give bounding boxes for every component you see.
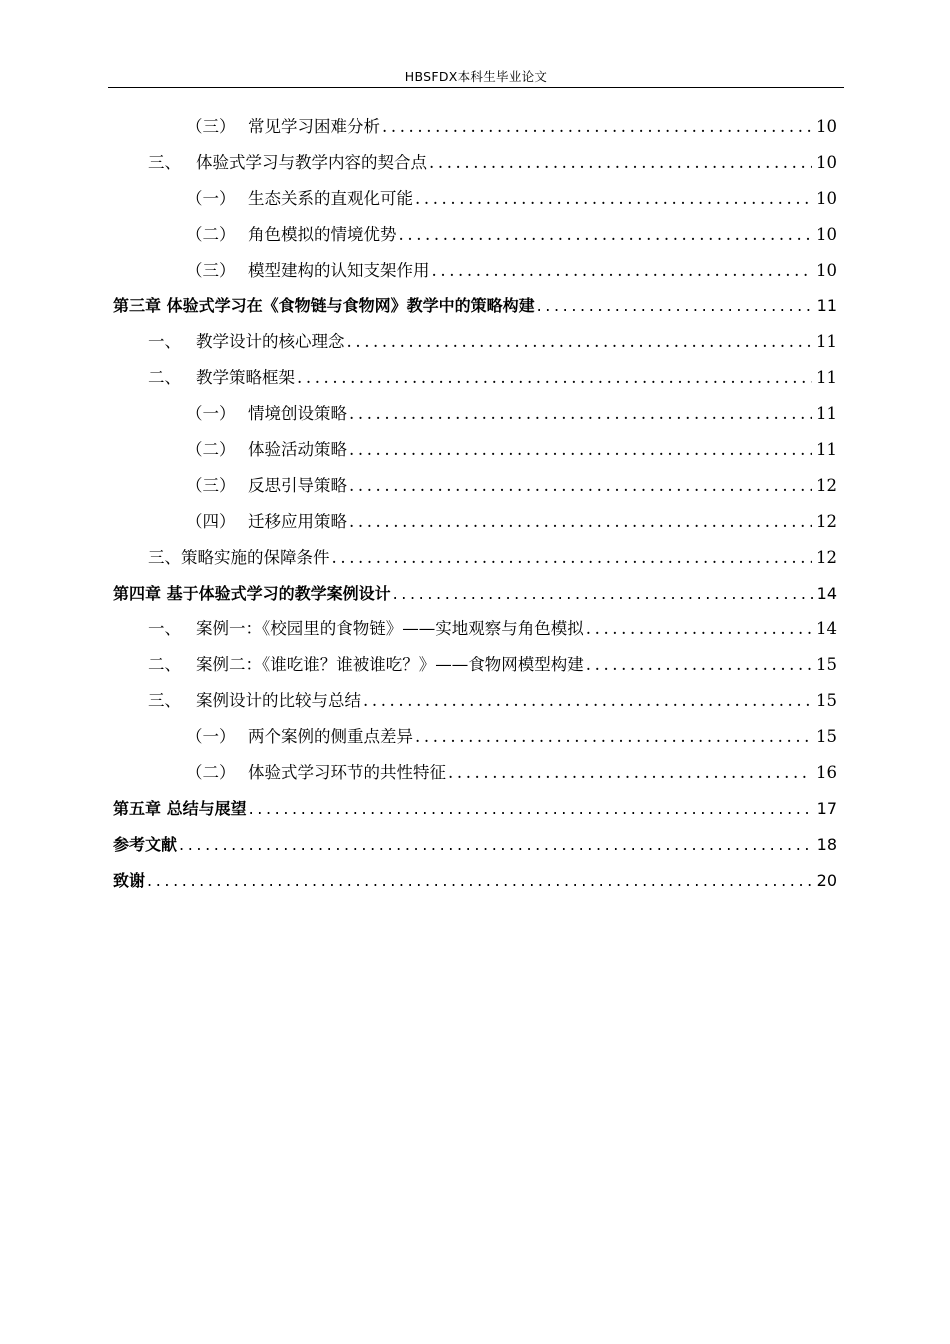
- toc-entry-text: 案例设计的比较与总结: [196, 691, 361, 711]
- toc-entry-title: [186, 396, 347, 432]
- toc-page-number: 10: [816, 117, 837, 136]
- toc-entry-text: 常见学习困难分析: [248, 117, 380, 136]
- toc-entry-text: 角色模拟的情境优势: [248, 224, 397, 244]
- dot-leader: [537, 288, 813, 324]
- toc-entry[interactable]: [0, 827, 950, 863]
- toc-entry-text: 第四章 基于体验式学习的教学案例设计: [113, 583, 391, 603]
- toc-entry-title: [113, 863, 145, 899]
- toc-entry[interactable]: [0, 432, 950, 468]
- toc-entry-text: 第五章 总结与展望: [113, 798, 247, 818]
- toc-entry-number: 二、: [148, 368, 181, 388]
- toc-entry-title: [186, 181, 413, 217]
- toc-entry[interactable]: [0, 181, 950, 217]
- toc-entry[interactable]: [0, 863, 950, 899]
- dot-leader: [393, 576, 813, 612]
- toc-entry[interactable]: [0, 504, 950, 540]
- toc-page-number: 15: [816, 655, 837, 675]
- toc-entry[interactable]: [0, 468, 950, 504]
- toc-page-number: 10: [816, 224, 837, 244]
- toc-entry[interactable]: [0, 540, 950, 576]
- toc-page-number: 14: [816, 619, 837, 639]
- header-rule: [108, 87, 844, 88]
- dot-leader: [432, 253, 813, 289]
- toc-entry[interactable]: [0, 719, 950, 755]
- toc-entry[interactable]: [0, 324, 950, 360]
- toc-entry[interactable]: [0, 576, 950, 612]
- dot-leader: [382, 109, 812, 145]
- toc-entry-title: [148, 647, 584, 683]
- toc-entry-text: 体验活动策略: [248, 440, 347, 460]
- toc-entry-number: （二）: [186, 440, 236, 460]
- toc-page-number: 10: [816, 188, 837, 208]
- toc-page-number: 14: [816, 583, 837, 603]
- dot-leader: [297, 360, 812, 396]
- toc-page-number: 20: [816, 870, 837, 890]
- toc-entry-title: [186, 253, 430, 289]
- toc-entry-text: 体验式学习与教学内容的契合点: [196, 152, 427, 172]
- toc-entry-text: 致谢: [113, 870, 146, 890]
- toc-entry-number: （三）: [186, 260, 236, 280]
- dot-leader: [249, 791, 813, 827]
- toc-entry-text: 体验式学习环节的共性特征: [248, 763, 446, 783]
- toc-page-number: 18: [816, 834, 837, 854]
- dot-leader: [349, 468, 812, 504]
- toc-entry-title: [186, 432, 347, 468]
- toc-entry[interactable]: [0, 217, 950, 253]
- toc-entry-title: [186, 504, 347, 540]
- dot-leader: [179, 827, 813, 863]
- toc-entry-text: 两个案例的侧重点差异: [248, 727, 413, 747]
- dot-leader: [349, 432, 812, 468]
- toc-entry[interactable]: [0, 109, 950, 145]
- toc-entry[interactable]: [0, 396, 950, 432]
- dot-leader: [363, 683, 812, 719]
- toc-entry-text: 生态关系的直观化可能: [248, 188, 413, 208]
- toc-entry-number: 一、: [148, 332, 181, 352]
- toc-entry-title: [186, 109, 380, 145]
- toc-entry[interactable]: [0, 683, 950, 719]
- dot-leader: [347, 324, 813, 360]
- toc-entry-title: [148, 611, 584, 647]
- running-header: HBSFDX本科生毕业论文: [404, 69, 548, 84]
- toc-page-number: 11: [816, 368, 837, 388]
- toc-entry-title: [148, 360, 295, 396]
- toc-entry-title: [148, 145, 427, 181]
- toc-entry-number: （一）: [186, 727, 236, 747]
- toc-entry-text: 情境创设策略: [248, 404, 347, 424]
- toc-entry-title: [148, 324, 345, 360]
- dot-leader: [586, 647, 812, 683]
- toc-page-number: 10: [816, 260, 837, 280]
- toc-entry-title: [113, 576, 391, 612]
- toc-entry-number: （三）: [186, 475, 236, 495]
- toc-entry-number: 三、: [148, 152, 181, 172]
- toc-entry-title: [113, 288, 535, 324]
- dot-leader: [415, 181, 812, 217]
- dot-leader: [586, 611, 812, 647]
- toc-page-number: 11: [816, 332, 837, 352]
- toc-entry-title: [186, 468, 347, 504]
- toc-entry[interactable]: [0, 791, 950, 827]
- toc-page-number: 15: [816, 727, 837, 747]
- toc-entry-number: （三）: [186, 117, 236, 136]
- dot-leader: [147, 863, 813, 899]
- toc-page-number: 16: [816, 763, 837, 783]
- toc-entry-number: （一）: [186, 188, 236, 208]
- toc-entry-text: 模型建构的认知支架作用: [248, 260, 430, 280]
- toc-entry-number: 一、: [148, 619, 181, 639]
- dot-leader: [332, 540, 813, 576]
- toc-page-number: 11: [816, 440, 837, 460]
- toc-entry-title: [113, 827, 177, 863]
- toc-entry[interactable]: [0, 288, 950, 324]
- toc-entry-title: [186, 719, 413, 755]
- toc-entry-text: 迁移应用策略: [248, 511, 347, 531]
- toc-entry-number: （一）: [186, 404, 236, 424]
- toc-entry-title: [148, 683, 361, 719]
- toc-page-number: 17: [816, 798, 837, 818]
- toc-entry-text: 教学策略框架: [196, 368, 295, 388]
- toc-entry-number: （二）: [186, 224, 236, 244]
- toc-entry-text: 三、策略实施的保障条件: [148, 547, 330, 567]
- toc-entry[interactable]: [0, 253, 950, 289]
- toc-entry[interactable]: [0, 647, 950, 683]
- toc-entry-number: （四）: [186, 511, 236, 531]
- toc-page-number: 12: [816, 547, 837, 567]
- toc-entry-text: 教学设计的核心理念: [196, 332, 345, 352]
- toc-entry-number: 二、: [148, 655, 181, 675]
- toc-entry-text: 反思引导策略: [248, 475, 347, 495]
- toc-page-number: 10: [816, 152, 837, 172]
- toc-entry[interactable]: [0, 755, 950, 791]
- toc-entry-number: （二）: [186, 763, 236, 783]
- toc-page-number: 15: [816, 691, 837, 711]
- toc-entry-text: 参考文献: [113, 834, 178, 854]
- dot-leader: [349, 396, 812, 432]
- toc-entry[interactable]: [0, 611, 950, 647]
- dot-leader: [415, 719, 812, 755]
- dot-leader: [349, 504, 812, 540]
- toc-entry[interactable]: [0, 360, 950, 396]
- toc-entry-title: [186, 217, 397, 253]
- toc-page-number: 12: [816, 475, 837, 495]
- dot-leader: [429, 145, 812, 181]
- toc-entry-text: 案例二：《谁吃谁？谁被谁吃？》——食物网模型构建: [196, 655, 584, 675]
- toc-entry-text: 第三章 体验式学习在《食物链与食物网》教学中的策略构建: [113, 296, 535, 316]
- toc-entry-number: 三、: [148, 691, 181, 711]
- dot-leader: [399, 217, 813, 253]
- toc-entry-text: 案例一：《校园里的食物链》——实地观察与角色模拟: [196, 619, 584, 639]
- toc-page-number: 11: [816, 404, 837, 424]
- toc-entry-title: [186, 755, 446, 791]
- toc-entry-title: [148, 540, 330, 576]
- toc-page-number: 11: [816, 296, 837, 316]
- toc-entry-title: [113, 791, 247, 827]
- toc-entry[interactable]: [0, 145, 950, 181]
- dot-leader: [448, 755, 812, 791]
- table-of-contents: [0, 109, 950, 899]
- toc-page-number: 12: [816, 511, 837, 531]
